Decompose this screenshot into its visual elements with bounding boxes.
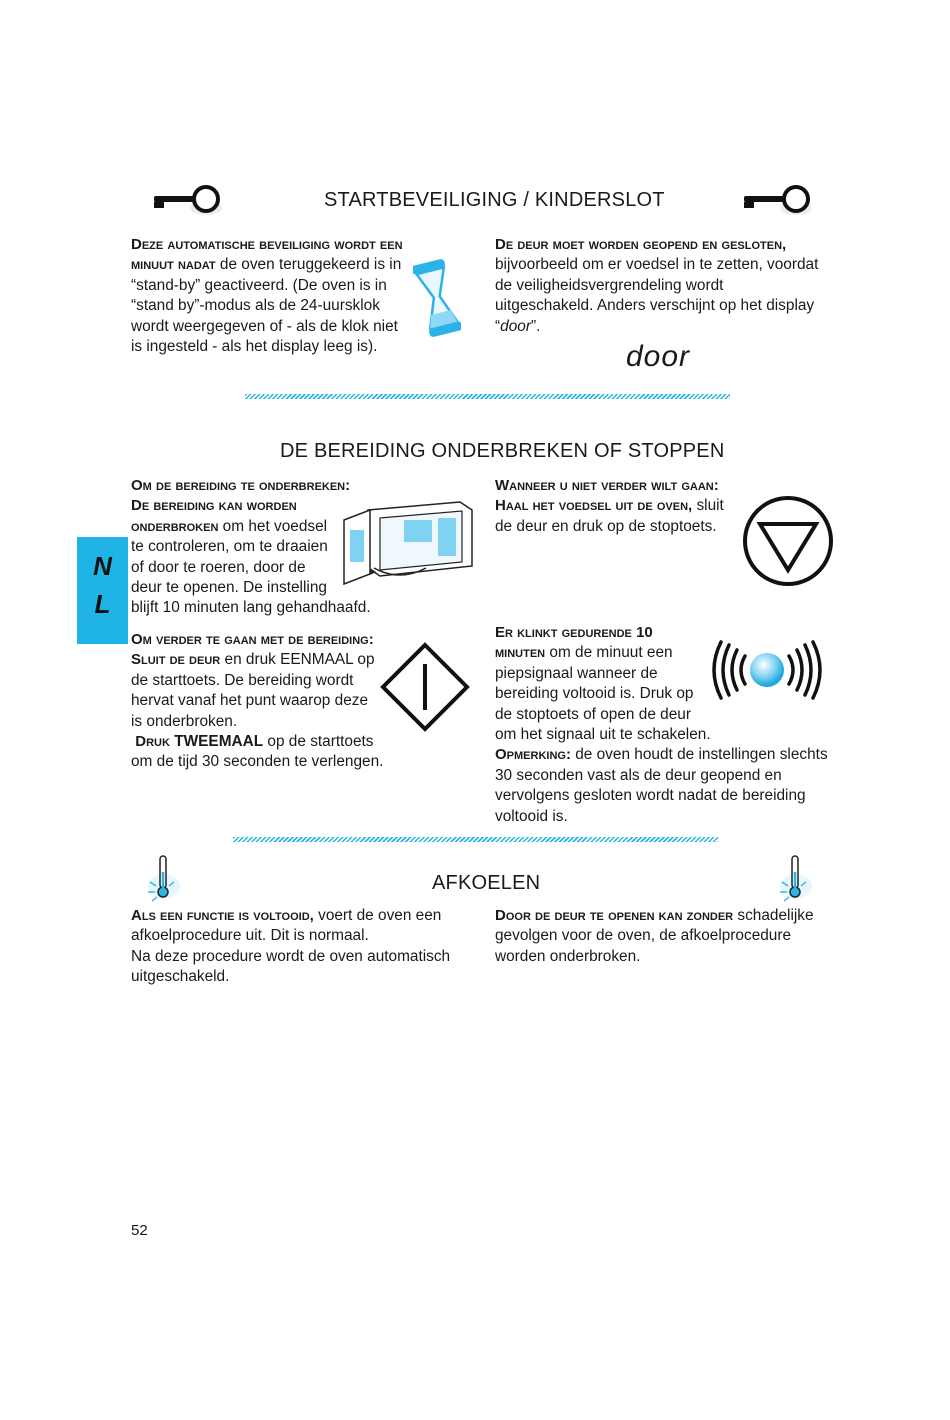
startbeveiliging-right-lead: De deur moet worden geopend en gesloten, (495, 236, 787, 253)
afkoelen-left-paragraph (131, 906, 471, 988)
startbeveiliging-right-text: bijvoorbeeld om er voedsel in te zetten, voordat de veiligheidsvergrendeling wordt uitgeschakeld. Anders verschijnt op het display “ (495, 256, 819, 335)
startbeveiliging-right-paragraph (495, 235, 825, 337)
hourglass-icon (413, 257, 461, 345)
language-tab-letter-l: L (94, 589, 111, 619)
key-icon-right (740, 182, 830, 227)
start-button-icon (380, 642, 470, 738)
verder-text: en druk EENMAAL op de starttoets. De bereiding wordt hervat vanaf het punt waarop deze is onderbroken. (131, 651, 375, 730)
onderbreken-text: om het voedsel te controleren, om te draaien of door te roeren, door de deur te openen. De instelling blijft 10 minuten lang gehandhaafd. (131, 517, 371, 617)
startbeveiliging-left-paragraph (131, 235, 461, 357)
stop-button-icon (741, 494, 835, 594)
niet-verder-lead: Haal het voedsel uit de oven, (495, 497, 693, 515)
startbeveiliging-left-text: de oven teruggekeerd is in “stand-by” geactiveerd. (De oven is in “stand by”-modus als de 24-uursklok wordt weergegeven of - als de klok niet is ingesteld - als het display leeg is). (131, 256, 402, 356)
signaal-paragraph (495, 623, 835, 827)
onderbreken-paragraph (131, 476, 476, 619)
afkoelen-left-lead: Als een functie is voltooid, (131, 907, 314, 924)
language-tab (77, 537, 128, 644)
section-title-bereiding: DE BEREIDING ONDERBREKEN OF STOPPEN (280, 440, 725, 462)
afkoelen-right-paragraph (495, 906, 825, 967)
afkoelen-left-text2: Na deze procedure wordt de oven automatisch uitgeschakeld. (131, 947, 451, 986)
page-number: 52 (131, 1222, 148, 1239)
language-tab-letter-n: N (93, 551, 112, 581)
verder-paragraph (131, 630, 476, 773)
druk-lead: Druk (135, 733, 170, 751)
door-display-text: door (626, 340, 691, 373)
open-oven-icon (340, 498, 476, 594)
section-divider-2 (233, 837, 718, 842)
niet-verder-heading: Wanneer u niet verder wilt gaan: (495, 477, 719, 494)
opmerking-lead: Opmerking: (495, 746, 571, 764)
afkoelen-right-lead: Door de deur te openen kan zonder (495, 907, 734, 924)
opmerking-text: de oven houdt de instellingen slechts 30 seconden vast als de deur geopend en vervolgens gesloten wordt nadat de bereiding voltooid is. (495, 746, 828, 825)
afkoelen-right-text: schadelijke gevolgen voor de oven, de afkoelprocedure worden onderbroken. (495, 907, 814, 965)
section-title-afkoelen: AFKOELEN (432, 872, 541, 894)
niet-verder-paragraph (495, 476, 835, 595)
verder-lead: Sluit de deur (131, 651, 221, 669)
beep-signal-icon (703, 639, 831, 707)
door-display (626, 340, 690, 374)
tweemaal-text: TWEEMAAL (169, 733, 264, 751)
signaal-lead: Er klinkt gedurende 10 minuten (495, 624, 653, 662)
thermometer-icon-left (140, 852, 184, 909)
door-inline-text: door (500, 317, 531, 335)
section-divider-1 (245, 394, 730, 399)
startbeveiliging-left-lead: Deze automatische beveiliging wordt een minuut nadat (131, 236, 403, 274)
druk-text: op de starttoets om de tijd 30 seconden te verlengen. (131, 733, 384, 771)
onderbreken-heading: Om de bereiding te onderbreken: (131, 477, 351, 494)
verder-heading: Om verder te gaan met de bereiding: (131, 631, 374, 648)
key-icon-left (150, 182, 240, 227)
niet-verder-text: sluit de deur en druk op de stoptoets. (495, 497, 724, 535)
signaal-text: om de minuut een piepsignaal wanneer de bereiding voltooid is. Druk op de stoptoets of open de deur om het signaal uit te schakelen. (495, 644, 711, 744)
thermometer-icon-right (772, 852, 816, 909)
afkoelen-left-text: voert de oven een afkoelprocedure uit. Dit is normaal. (131, 907, 442, 945)
section-title-startbeveiliging: STARTBEVEILIGING / KINDERSLOT (324, 189, 665, 211)
startbeveiliging-right-end: ”. (530, 317, 541, 335)
onderbreken-lead: De bereiding kan worden onderbroken (131, 497, 297, 535)
